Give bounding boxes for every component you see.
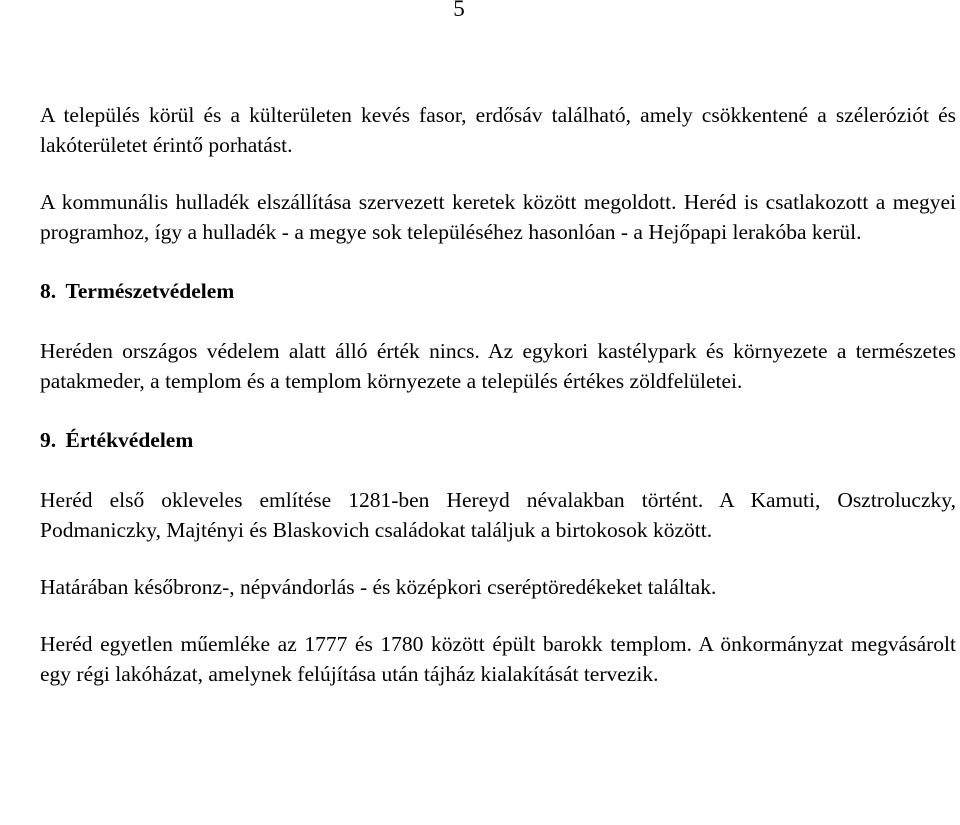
paragraph-monument: Heréd egyetlen műemléke az 1777 és 1780 között épült barokk templom. A önkormányzat megvásárolt egy régi lakóházat, amelynek felújítása után tájház kialakítását tervezik. — [40, 632, 956, 686]
paragraph-waste: A kommunális hulladék elszállítása szervezett keretek között megoldott. Heréd is csatlakozott a megyei programhoz, így a hulladék - a megye sok településéhez hasonlóan - a Hejőpapi lerakóba kerül. — [40, 190, 956, 244]
paragraph-nature: Heréden országos védelem alatt álló érték nincs. Az egykori kastélypark és környezete a természetes patakmeder, a templom és a templom környezete a település értékes zöldfelületei. — [40, 339, 956, 393]
section-title: Értékvédelem — [65, 428, 194, 452]
section-number: 9. — [40, 428, 57, 452]
paragraph-archaeology: Határában későbronz-, népvándorlás - és középkori cseréptöredékeket találtak. — [40, 575, 717, 599]
section-heading-8 — [40, 276, 956, 306]
page-number: 5 — [453, 0, 465, 21]
section-number: 8. — [40, 279, 57, 303]
section-heading-9 — [40, 425, 956, 455]
section-title: Természetvédelem — [65, 279, 235, 303]
document-body — [40, 100, 956, 689]
paragraph-vegetation: A település körül és a külterületen kevés fasor, erdősáv található, amely csökkentené a széleróziót és lakóterületet érintő porhatást. — [40, 103, 956, 157]
paragraph-history: Heréd első okleveles említése 1281-ben Hereyd névalakban történt. A Kamuti, Osztroluczky, Podmaniczky, Majtényi és Blaskovich családokat találjuk a birtokosok között. — [40, 488, 956, 542]
